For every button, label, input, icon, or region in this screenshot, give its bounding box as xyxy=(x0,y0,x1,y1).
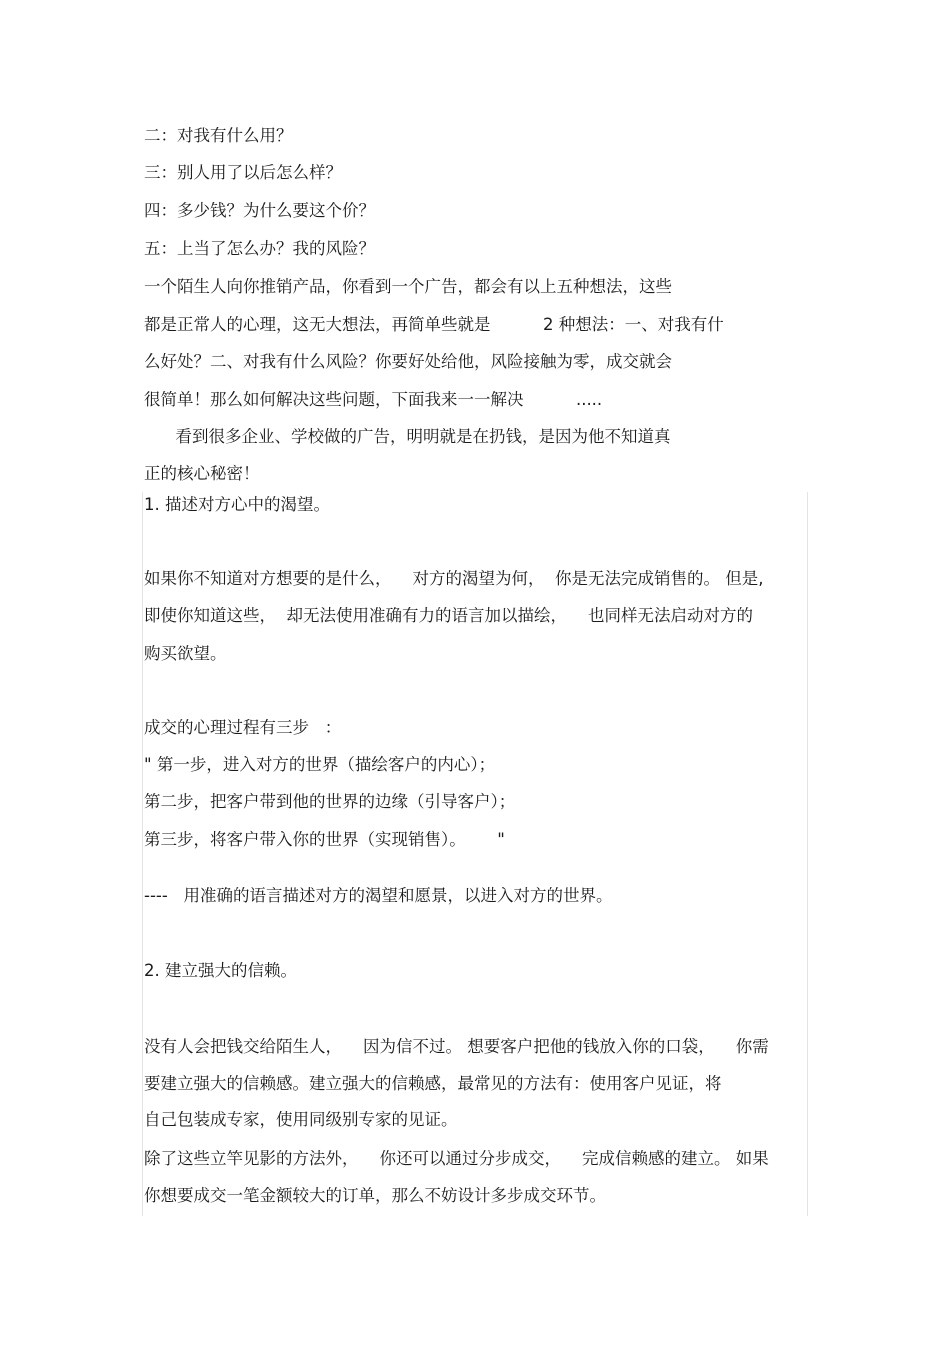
paragraph-line: 自己包装成专家，使用同级别专家的见证。 xyxy=(144,1110,458,1129)
paragraph-line: 要建立强大的信赖感。建立强大的信赖感，最常见的方法有：使用客户见证，将 xyxy=(144,1074,722,1093)
list-item: 五：上当了怎么办？我的风险？ xyxy=(144,239,375,258)
paragraph-line: 如果你不知道对方想要的是什么， 对方的渴望为何， 你是无法完成销售的。 但是, xyxy=(144,569,764,588)
intro-line: 正的核心秘密！ xyxy=(144,464,260,483)
paragraph-line: 购买欲望。 xyxy=(144,644,227,663)
intro-line: 一个陌生人向你推销产品，你看到一个广告，都会有以上五种想法，这些 xyxy=(144,277,672,296)
steps-title: 成交的心理过程有三步 ： xyxy=(144,718,342,737)
conclusion-line: ---- 用准确的语言描述对方的渴望和愿景，以进入对方的世界。 xyxy=(144,886,613,905)
step-line: " 第一步，进入对方的世界（描绘客户的内心）； xyxy=(144,755,496,774)
intro-line: 很简单！那么如何解决这些问题，下面我来一一解决 ..... xyxy=(144,390,603,409)
intro-line: 都是正常人的心理，这无大想法，再简单些就是 2 种想法：一、对我有什 xyxy=(144,315,724,334)
step-line: 第二步，把客户带到他的世界的边缘（引导客户）； xyxy=(144,792,516,811)
paragraph-line: 你想要成交一笔金额较大的订单，那么不妨设计多步成交环节。 xyxy=(144,1186,606,1205)
list-item: 三：别人用了以后怎么样？ xyxy=(144,163,342,182)
intro-line: 看到很多企业、学校做的广告，明明就是在扔钱，是因为他不知道真 xyxy=(144,427,671,446)
section-heading: 2. 建立强大的信赖。 xyxy=(144,961,297,980)
intro-line: 么好处？二、对我有什么风险？你要好处给他，风险接触为零，成交就会 xyxy=(144,352,672,371)
paragraph-line: 除了这些立竿见影的方法外， 你还可以通过分步成交， 完成信赖感的建立。 如果 xyxy=(144,1149,769,1168)
paragraph-line: 没有人会把钱交给陌生人， 因为信不过。 想要客户把他的钱放入你的口袋， 你需 xyxy=(144,1037,769,1056)
paragraph-line: 即使你知道这些， 却无法使用准确有力的语言加以描绘， 也同样无法启动对方的 xyxy=(144,606,753,625)
content-frame xyxy=(142,492,808,1216)
section-heading: 1. 描述对方心中的渴望。 xyxy=(144,495,330,514)
step-line: 第三步，将客户带入你的世界（实现销售）。 " xyxy=(144,830,505,849)
list-item: 四：多少钱？为什么要这个价？ xyxy=(144,201,375,220)
list-item: 二：对我有什么用？ xyxy=(144,126,293,145)
